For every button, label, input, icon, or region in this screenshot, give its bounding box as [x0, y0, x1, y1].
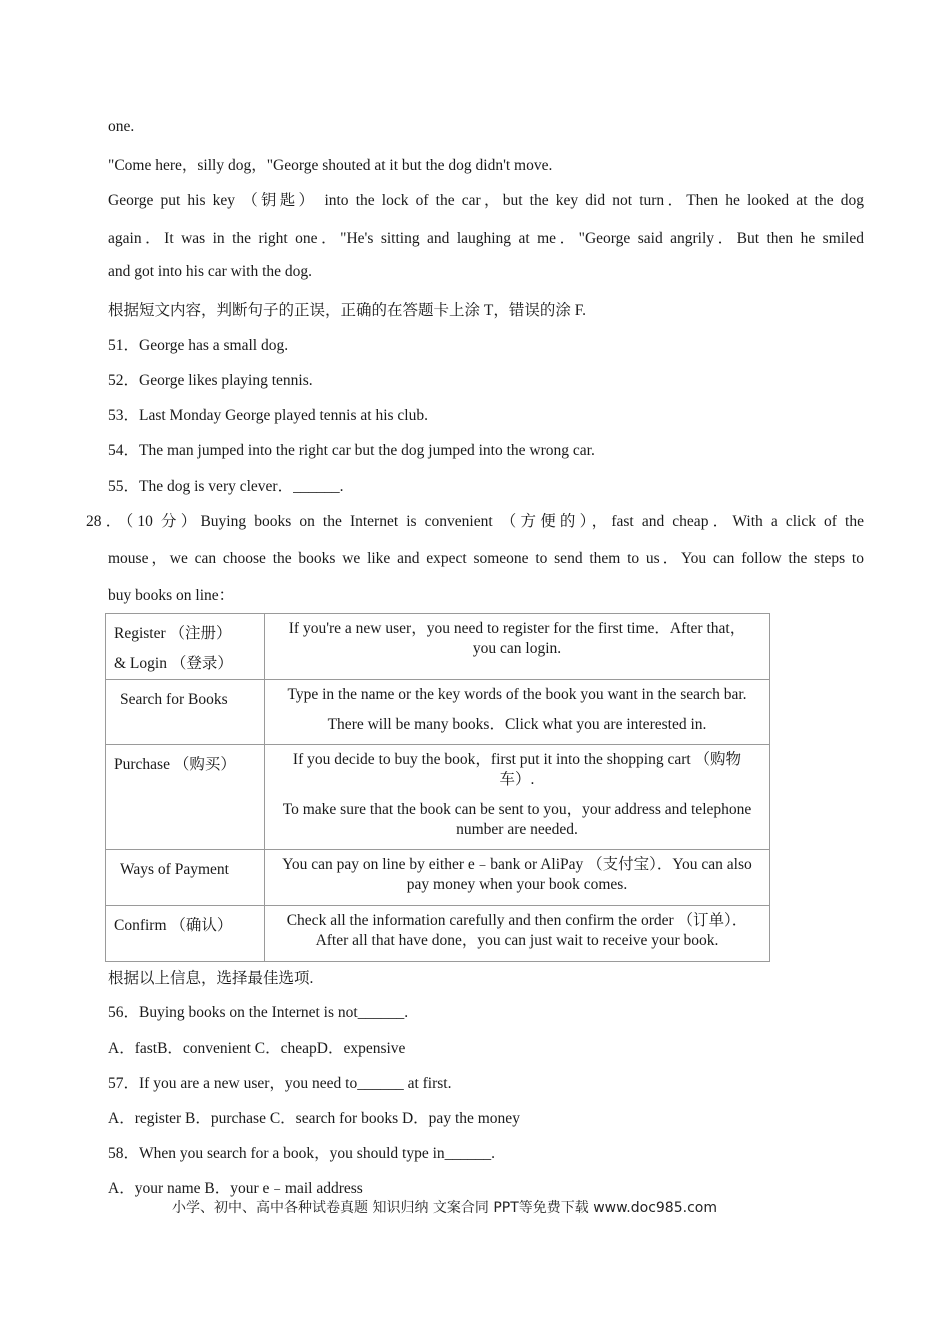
instruction-choose: 根据以上信息，选择最佳选项. [108, 970, 314, 987]
passage-line: and got into his car with the dog. [108, 263, 313, 280]
step-cell [106, 614, 265, 680]
step-cell [106, 745, 265, 850]
question-56-stem: 56．Buying books on the Internet is not______. [108, 1004, 409, 1021]
passage-line: again．It was in the right one．"He's sitting and laughing at me．"George said angrily．But then he smiled [108, 230, 864, 247]
desc-cell [265, 850, 770, 906]
step-label: Ways of Payment [120, 861, 229, 878]
desc-text: There will be many books．Click what you are interested in. [327, 716, 707, 733]
instruction-true-false: 根据短文内容，判断句子的正误，正确的在答题卡上涂 T，错误的涂 F. [108, 302, 586, 319]
question-57-options: A．register B．purchase C．search for books D．pay the money [108, 1110, 520, 1127]
footer-banner: 小学、初中、高中各种试卷真题 知识归纳 文案合同 PPT等免费下载 www.doc985.com [172, 1200, 717, 1216]
step-label: Purchase （购买） [114, 756, 236, 773]
step-label: & Login （登录） [114, 655, 233, 672]
passage-line: one. [108, 118, 135, 135]
table-row [106, 680, 770, 745]
step-label: Register （注册） [114, 625, 232, 642]
steps-table [105, 613, 770, 962]
step-cell [106, 906, 265, 962]
statement-54: 54．The man jumped into the right car but the dog jumped into the wrong car. [108, 442, 595, 459]
step-cell [106, 850, 265, 906]
question-58-stem: 58．When you search for a book，you should type in______. [108, 1145, 496, 1162]
table-row [106, 850, 770, 906]
passage-line: "Come here，silly dog，"George shouted at it but the dog didn't move. [108, 157, 553, 174]
question-58-options: A．your name B．your e﹣mail address [108, 1180, 363, 1197]
passage-line: George put his key （钥匙） into the lock of the car，but the key did not turn．Then he looked at the dog [108, 192, 864, 209]
desc-text: Type in the name or the key words of the book you want in the search bar. [287, 686, 747, 703]
desc-text: If you're a new user，you need to register for the first time．After that，you can login. [288, 620, 746, 657]
table-row [106, 745, 770, 850]
desc-text: If you decide to buy the book，first put it into the shopping cart （购物车）. [292, 751, 742, 788]
statement-55: 55．The dog is very clever．______. [108, 478, 344, 495]
q28-line: mouse，we can choose the books we like and expect someone to send them to us．You can follow the steps to [108, 550, 864, 567]
desc-text: You can pay on line by either e﹣bank or AliPay （支付宝）．You can also pay money when your book comes. [282, 856, 752, 893]
desc-text: Check all the information carefully and then confirm the order （订单）．After all that have done，you can just wait to receive your book. [286, 912, 748, 949]
q28-line: 28．（10 分）Buying books on the Internet is convenient （方便的），fast and cheap．With a click of the [86, 513, 864, 530]
statement-53: 53．Last Monday George played tennis at his club. [108, 407, 428, 424]
q28-line: buy books on line： [108, 587, 235, 604]
question-57-stem: 57．If you are a new user，you need to______ at first. [108, 1075, 452, 1092]
step-cell [106, 680, 265, 745]
desc-cell [265, 680, 770, 745]
statement-52: 52．George likes playing tennis. [108, 372, 313, 389]
desc-cell [265, 745, 770, 850]
step-label: Confirm （确认） [114, 917, 233, 934]
table-row [106, 906, 770, 962]
desc-cell [265, 906, 770, 962]
desc-text: To make sure that the book can be sent to you，your address and telephone number are needed. [282, 801, 752, 838]
desc-cell [265, 614, 770, 680]
step-label: Search for Books [120, 691, 228, 708]
question-56-options: A．fastB．convenient C．cheapD．expensive [108, 1040, 406, 1057]
statement-51: 51．George has a small dog. [108, 337, 289, 354]
table-row [106, 614, 770, 680]
